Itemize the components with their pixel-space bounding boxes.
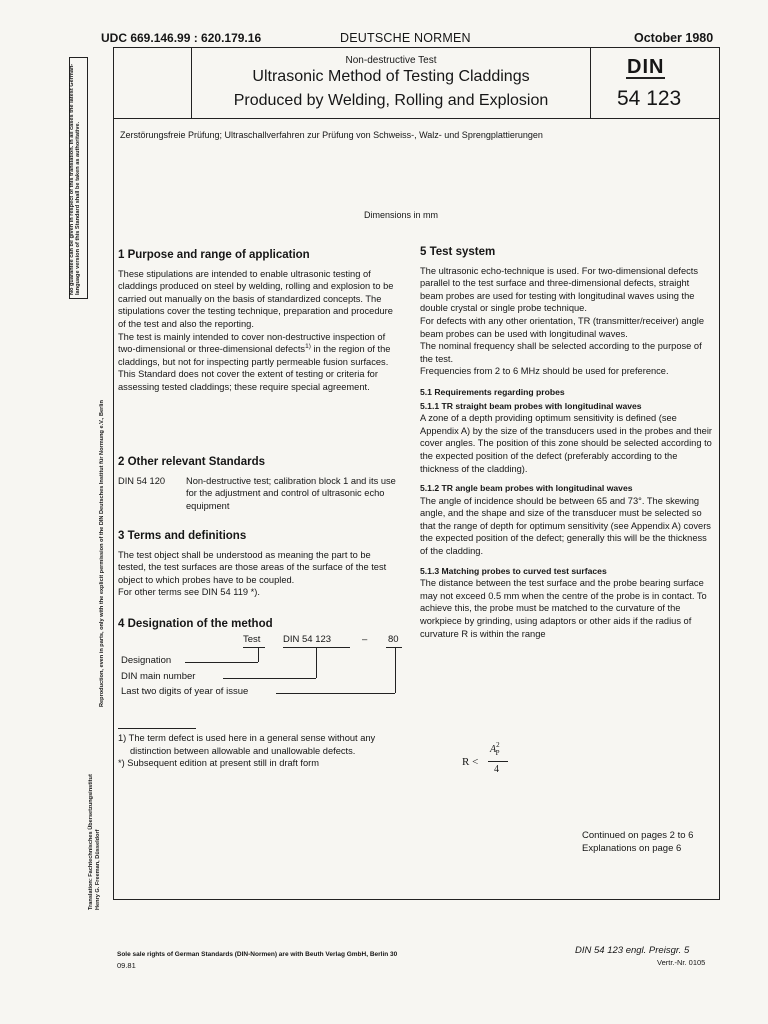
section-5-1-3-heading: 5.1.3 Matching probes to curved test surfaces (420, 565, 607, 576)
section-3-heading: 3 Terms and definitions (118, 530, 247, 542)
footer-standard-ref: DIN 54 123 engl. Preisgr. 5 (575, 945, 690, 956)
din-logo: DIN (627, 56, 665, 78)
leader-year (276, 693, 395, 694)
standard-number: 54 123 (617, 87, 682, 110)
designation-test: Test (243, 634, 261, 645)
section-2-heading: 2 Other relevant Standards (118, 456, 265, 468)
section-5-para-2: For defects with any other orientation, TR (transmitter/receiver) angle beam probes can be used with longitudinal waves. (420, 315, 705, 339)
section-1-para-3: This Standard does not cover the extent of testing or criteria for assessing tested claddings; these require special agreement. (118, 369, 378, 392)
label-year-digits: Last two digits of year of issue (121, 686, 249, 697)
formula-subscript: P (495, 749, 500, 757)
underline-year (386, 647, 402, 648)
leader-din (223, 678, 316, 679)
title-line-1: Ultrasonic Method of Testing Claddings (252, 68, 530, 85)
section-5-para-1: The ultrasonic echo-technique is used. For two-dimensional defects parallel to the test surface and three-dimensional defects, straight beam probes are used for testing with longitudinal waves using the double crystal or single probe technique. (420, 265, 699, 314)
issue-date: October 1980 (634, 31, 714, 45)
designation-dash: – (362, 634, 368, 645)
designation-din: DIN 54 123 (283, 634, 332, 645)
section-5-1-3-para: The distance between the test surface and the probe bearing surface may not exceed 0.5 mm when the centre of the probe is in contact. To achieve this, the probe must be matched to the curvature of the workpiece by grinding, using adaptors or other aids if the radius of curvature R is within the range (420, 578, 707, 639)
footnote-ref-1: 1) (305, 343, 311, 351)
section-5 (420, 246, 712, 640)
footnote-rule (118, 728, 196, 729)
section-1-para-2-cont: in the region of the claddings, but not for inspecting partly permeable fusion surfaces. (118, 344, 391, 367)
footer-print-date: 09.81 (117, 961, 136, 970)
connector-year (395, 647, 396, 693)
section-2 (118, 456, 400, 512)
german-title: Zerstörungsfreie Prüfung; Ultraschallverfahren zur Prüfung von Schweiss-, Walz- und Sprengplattierungen (120, 130, 543, 140)
footer-sales-rights: Sole sale rights of German Standards (DIN-Normen) are with Beuth Verlag GmbH, Berlin 30 (117, 951, 398, 958)
section-5-1-heading: 5.1 Requirements regarding probes (420, 386, 565, 397)
translator-credit: Translation: Fachtechnisches Übersetzungsinstitut Henry G. Freeman, Düsseldorf (88, 774, 101, 910)
section-5-1-1-heading: 5.1.1 TR straight beam probes with longitudinal waves (420, 400, 642, 411)
section-1 (118, 249, 400, 394)
reference-entry (118, 475, 400, 513)
connector-din (316, 647, 317, 678)
section-5-para-3: The nominal frequency shall be selected according to the purpose of the test. (420, 341, 702, 364)
label-din-main-number: DIN main number (121, 671, 196, 682)
explanations-page: Explanations on page 6 (582, 843, 682, 854)
formula-denominator: 4 (494, 764, 499, 775)
formula-lhs: R < (462, 756, 479, 768)
reproduction-notice: Reproduction, even in parts, only with the explicit permission of the DIN Deutsches Institut für Normung e.V., Berlin (99, 400, 105, 707)
designation-year: 80 (388, 634, 399, 645)
section-5-1-2-para: The angle of incidence should be between 65 and 73°. The skewing angle, and the shape and size of the transducer must be selected so that the range of depth for optimum sensitivity (see Appendix A) covers the expected position of the defect; generally this will be the thickness of the cladding. (420, 495, 711, 557)
organization-name: DEUTSCHE NORMEN (340, 31, 471, 45)
section-3 (118, 530, 400, 599)
dimensions-note: Dimensions in mm (364, 210, 439, 220)
footnote-2: *) Subsequent edition at present still in draft form (118, 758, 320, 769)
formula-superscript: 2 (496, 741, 500, 749)
underline-test (243, 647, 265, 648)
section-1-para-1: These stipulations are intended to enable ultrasonic testing of claddings produced on steel by welding, rolling and explosion to be carried out manually on the basis of standardized concepts. The stipulations cover the testing technique, preparation and procedure of the test and also the reporting. (118, 268, 394, 329)
section-1-para-2 (118, 331, 400, 369)
footer-order-number: Vertr.-Nr. 0105 (657, 958, 706, 967)
formula-a: A (490, 744, 497, 755)
title-divider (113, 118, 720, 119)
connector-test (258, 647, 259, 662)
reference-title: Non-destructive test; calibration block 1 and its use for the adjustment and control of ultrasonic echo equipment (186, 475, 396, 511)
section-1-para-2-text: The test is mainly intended to cover non-destructive inspection of two-dimensional or three-dimensional defects (118, 331, 386, 355)
formula-fraction-bar (488, 761, 508, 762)
section-1-heading: 1 Purpose and range of application (118, 249, 310, 261)
section-5-para-4: Frequencies from 2 to 6 MHz should be used for preference. (420, 366, 669, 377)
footnote-1: 1) The term defect is used here in a general sense without any distinction between allowable and unallowable defects. (118, 733, 376, 756)
title-line-2: Produced by Welding, Rolling and Explosion (233, 92, 549, 109)
leader-designation (185, 662, 258, 663)
continuation-note (582, 829, 693, 855)
section-4-heading: 4 Designation of the method (118, 618, 273, 630)
section-3-para-1: The test object shall be understood as meaning the part to be tested, the test surfaces are those areas of the surface of the test object to which probes have to be coupled. (118, 549, 387, 585)
translation-disclaimer: No guarantee can be given in respect of this translation. In all cases the latest German-language version of this Standard shall be taken as authoritative. (69, 63, 81, 295)
continued-pages: Continued on pages 2 to 6 (582, 830, 694, 841)
reference-number: DIN 54 120 (118, 475, 166, 486)
formula-numerator (490, 741, 504, 757)
section-5-heading: 5 Test system (420, 246, 496, 258)
section-5-1-2-heading: 5.1.2 TR angle beam probes with longitudinal waves (420, 483, 633, 494)
footnotes (118, 732, 398, 770)
subtitle: Non-destructive Test (345, 55, 437, 66)
section-5-1-1-para: A zone of a depth providing optimum sensitivity is defined (see Appendix A) by the size of the transducers used in the probes and their cover angles. The position of this zone should be selected according to the expected position of the defect (preferably according to the thickness of the cladding). (420, 413, 712, 474)
label-designation: Designation (121, 655, 172, 666)
udc-number: UDC 669.146.99 : 620.179.16 (101, 31, 262, 45)
section-3-para-2: For other terms see DIN 54 119 *). (118, 587, 260, 598)
